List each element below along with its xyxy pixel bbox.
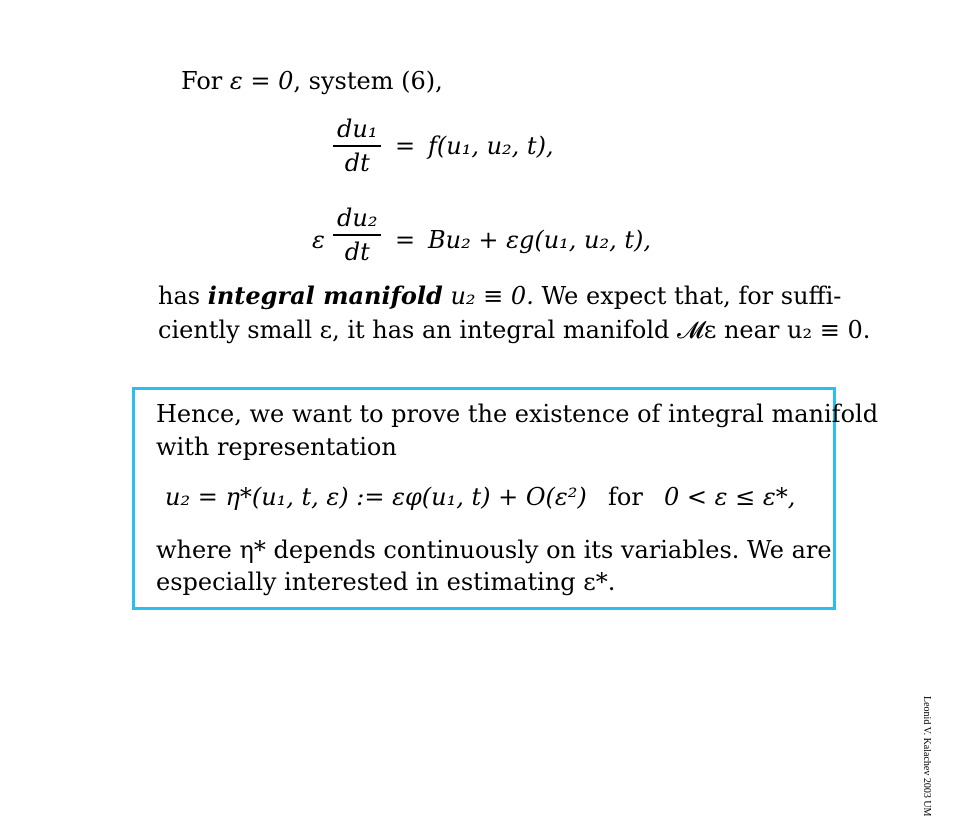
eq1-numerator: du₁ (337, 115, 378, 143)
box-condition: 0 < ε ≤ ε*, (664, 483, 796, 511)
eq1-rhs: f(u₁, u₂, t), (428, 132, 554, 160)
intro-for: For (181, 67, 230, 95)
author-sidenote: Leonid V. Kalachev 2003 UM (921, 696, 932, 816)
box-line2: with representation (156, 433, 397, 461)
eq2-numerator: du₂ (337, 204, 378, 232)
intro-system-ref: , system (6), (293, 67, 443, 95)
para1-line2: ciently small ε, it has an integral manifold 𝓜ε near u₂ ≡ 0. (158, 316, 871, 344)
intro-eps-zero: ε = 0 (229, 67, 294, 95)
para1-line1 (158, 281, 841, 311)
eq2-rhs: Bu₂ + εg(u₁, u₂, t), (428, 226, 651, 254)
eq2-denominator: dt (344, 237, 370, 266)
box-line1: Hence, we want to prove the existence of integral manifold (156, 400, 879, 428)
eq2-lhs-eps: ε (312, 226, 325, 254)
intro-line (181, 66, 443, 96)
box-for-word: for (608, 483, 643, 511)
eq1-equals: = (395, 132, 416, 160)
box-line3: where η* depends continuously on its variables. We are (156, 536, 832, 564)
box-line4: especially interested in estimating ε*. (156, 568, 616, 596)
para1-integral-manifold: integral manifold (207, 281, 443, 310)
eq1-denominator: dt (344, 148, 370, 177)
box-equation: u₂ = η*(u₁, t, ε) := εφ(u₁, t) + O(ε²) (165, 483, 587, 511)
eq1-fraction (333, 113, 381, 179)
para1-line1-rest: We expect that, for suffi- (533, 282, 842, 310)
eq2-equals: = (395, 226, 416, 254)
eq2-fraction (333, 202, 381, 268)
para1-line1-math: u₂ ≡ 0. (442, 282, 534, 310)
para1-has: has (158, 282, 208, 310)
